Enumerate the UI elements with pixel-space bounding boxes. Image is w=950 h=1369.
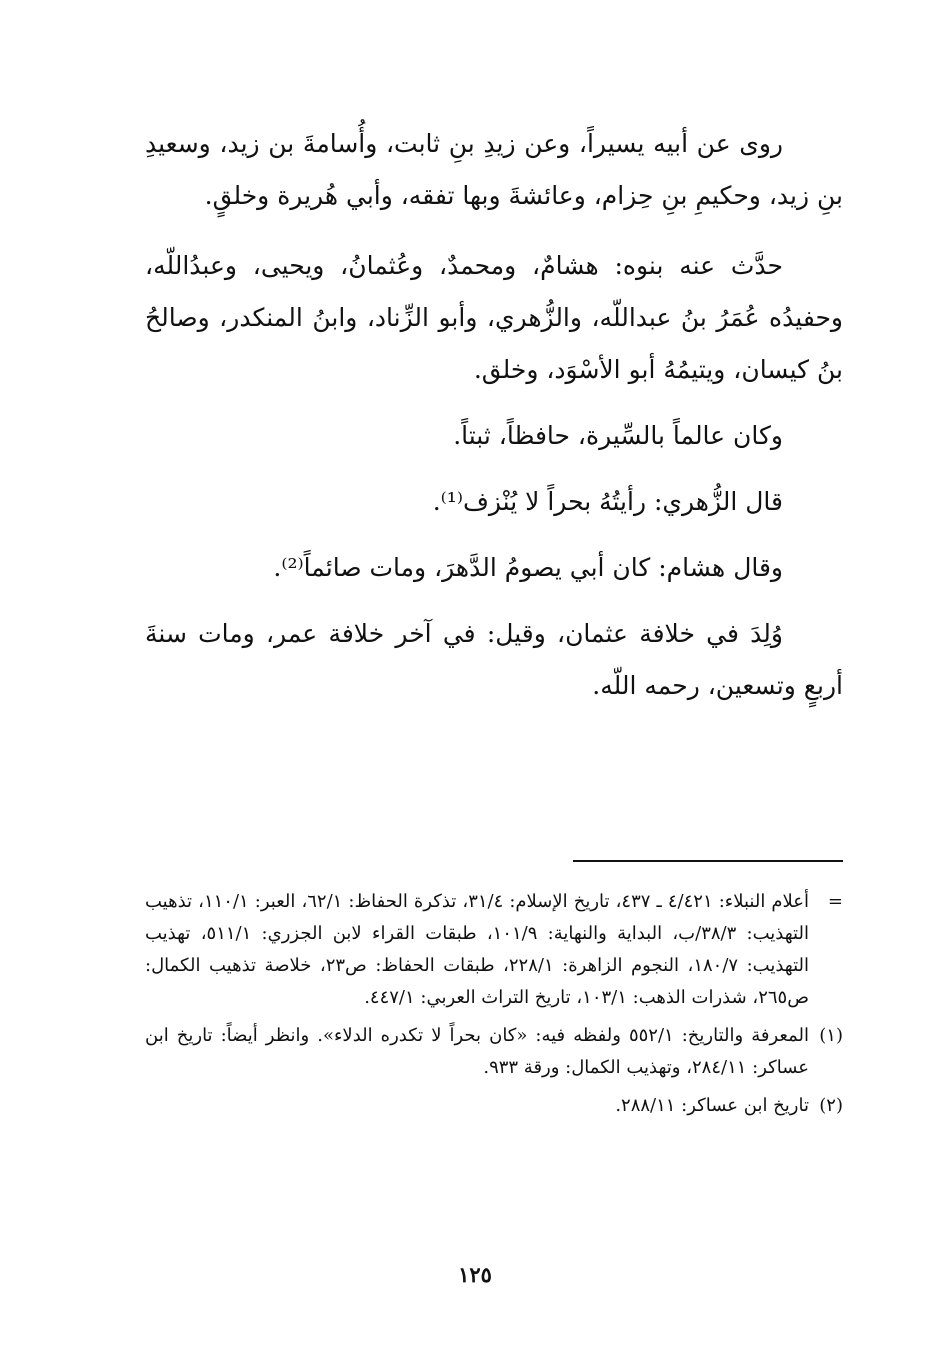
footnote-continuation	[145, 886, 843, 1014]
paragraph-hisham-quote: وقال هشام: كان أبي يصومُ الدَّهرَ، ومات صائماً⁽²⁾.	[273, 553, 783, 582]
footnote-marker: (٢)	[819, 1095, 843, 1116]
main-text	[145, 118, 843, 712]
paragraph-birth-death: وُلِدَ في خلافة عثمان، وقيل: في آخر خلافة عمر، ومات سنةَ أربعٍ وتسعين، رحمه اللّه.	[145, 619, 843, 700]
footnote-text: تاريخ ابن عساكر: ٢٨٨/١١.	[615, 1095, 809, 1116]
paragraph-narrators-from: روى عن أبيه يسيراً، وعن زيدِ بنِ ثابت، وأُسامةَ بن زيد، وسعيدِ بنِ زيد، وحكيمِ بنِ حِزام، وعائشةَ وبها تفقه، وأبي هُريرة وخلقٍ.	[145, 129, 843, 210]
footnotes	[145, 886, 843, 1128]
paragraph-narrators-to: حدَّث عنه بنوه: هشامٌ، ومحمدٌ، وعُثمانُ، ويحيى، وعبدُاللّه، وحفيدُه عُمَرُ بنُ عبداللّه، والزُّهري، وأبو الزِّناد، وابنُ المنكدر، وصالحُ بنُ كيسان، ويتيمُهُ أبو الأسْوَد، وخلق.	[145, 251, 843, 384]
footnote-marker: =	[827, 891, 843, 912]
page-number: ١٢٥	[458, 1262, 492, 1287]
footnote-separator	[573, 860, 843, 862]
footnote-text: أعلام النبلاء: ٤/٤٢١ ـ ٤٣٧، تاريخ الإسلام: ٣١/٤، تذكرة الحفاظ: ٦٢/١، العبر: ١١٠/١، تذهيب التهذيب: ٣٨/٣/ب، البداية والنهاية: ١٠١/٩، طبقات القراء لابن الجزري: ٥١١/١، تهذيب التهذيب: ١٨٠/٧، النجوم الزاهرة: ٢٢٨/١، طبقات الحفاظ: ص٢٣، خلاصة تذهيب الكمال: ص٢٦٥، شذرات الذهب: ١٠٣/١، تاريخ التراث العربي: ٤٤٧/١.	[145, 891, 810, 1008]
footnote-marker: (١)	[819, 1025, 843, 1046]
paragraph-zuhri-quote: قال الزُّهري: رأيتُهُ بحراً لا يُنْزف⁽¹⁾.	[432, 487, 783, 516]
footnote-text: المعرفة والتاريخ: ٥٥٢/١ ولفظه فيه: «كان بحراً لا تكدره الدلاء». وانظر أيضاً: تاريخ ابن عساكر: ٢٨٤/١١، وتهذيب الكمال: ورقة ٩٣٣.	[145, 1025, 809, 1078]
footnote-1	[145, 1020, 843, 1084]
footnote-2	[145, 1090, 843, 1122]
paragraph-description: وكان عالماً بالسِّيرة، حافظاً، ثبتاً.	[453, 421, 783, 450]
